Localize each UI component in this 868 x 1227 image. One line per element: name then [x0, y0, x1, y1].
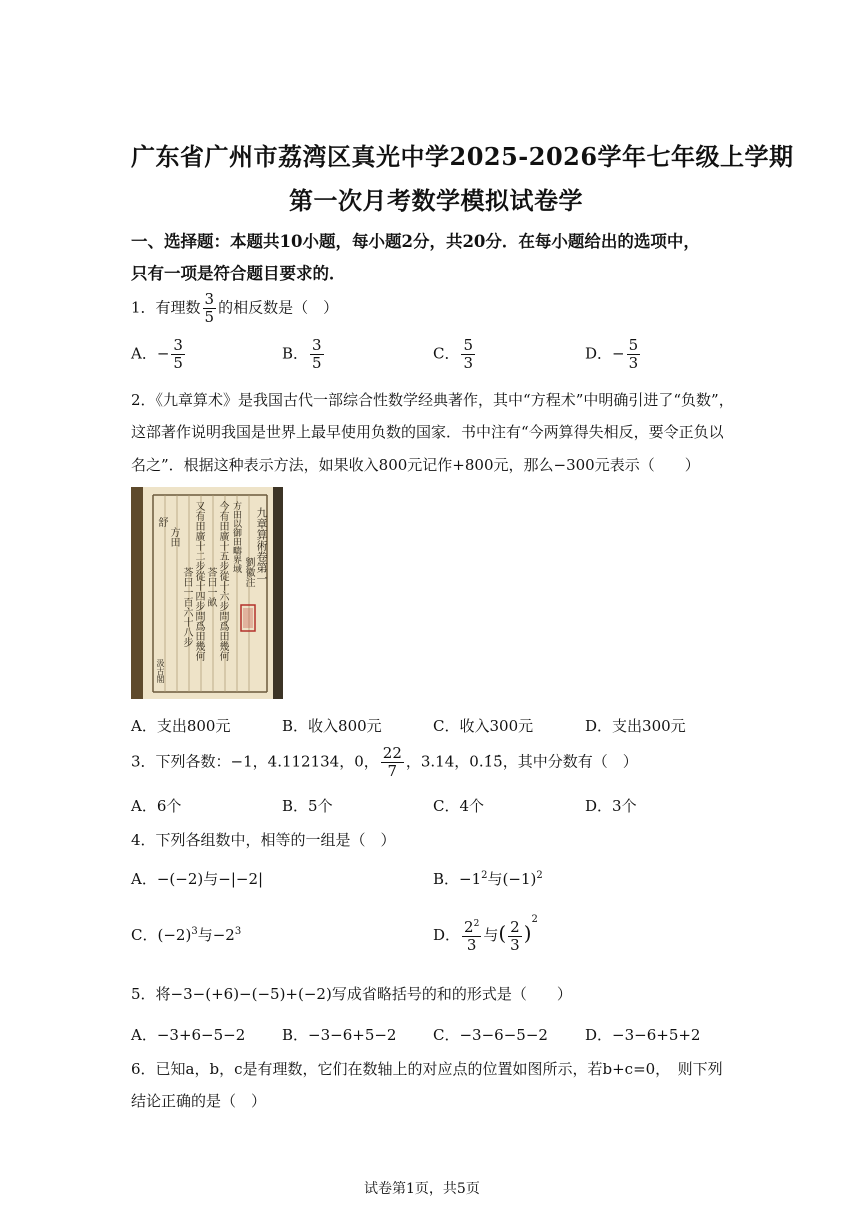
q2-option-d: D．支出300元 — [585, 717, 686, 735]
fraction: $\frac{3}{5}$ — [204, 290, 215, 326]
q1-option-a: A．− $\frac{3}{5}$ — [131, 336, 183, 372]
question-3-stem: 3．下列各数：−1，4.112134，0， $\frac{22}{7}$ ，3.14，0.1̇5̇，其中分数有（ ） — [131, 744, 638, 780]
repeating-decimal: 0.1̇5̇ — [469, 752, 503, 771]
question-5-stem: 5．将−3−(+6)−(−5)+(−2)写成省略括号的和的形式是（ ） — [131, 985, 572, 1003]
q5-option-a: A．−3+6−5−2 — [131, 1026, 246, 1044]
question-2-line-3: 名之”．根据这种表示方法，如果收入800元记作+800元，那么−300元表示（ ） — [131, 456, 700, 474]
photo-text-col-5: 荅曰一畝 — [205, 567, 216, 607]
photo-text-col-10: 汲古閣 — [156, 659, 165, 683]
photo-text-col-4: 今有田廣十五步從十六步問爲田幾何 — [217, 501, 228, 661]
photo-text-col-1: 九章算術卷第一 — [255, 507, 268, 584]
photo-text-col-8: 方田 — [168, 527, 179, 547]
photo-text-col-6: 又有田廣十二步從十四步問爲田幾何 — [193, 501, 204, 661]
q1-option-d: D．− $\frac{5}{3}$ — [585, 336, 639, 372]
q4-option-a: A．−(−2)与−|−2| — [131, 870, 264, 888]
q1-option-b: B． $\frac{3}{5}$ — [282, 336, 322, 372]
q4-option-c: C．$(-2)^3$与$-2^3$ — [131, 926, 242, 944]
q1-option-c: C． $\frac{5}{3}$ — [433, 336, 474, 372]
jiuzhang-suanshu-photo — [131, 487, 283, 699]
q5-option-c: C．−3−6−5−2 — [433, 1026, 548, 1044]
question-6-line-2: 结论正确的是（ ） — [131, 1092, 267, 1110]
title-line-1: 广东省广州市荔湾区真光中学2025-2026学年七年级上学期 — [131, 142, 794, 171]
section-header-line-1: 一、选择题：本题共10小题，每小题2分，共20分．在每小题给出的选项中， — [131, 232, 700, 251]
section-header-line-2: 只有一项是符合题目要求的． — [131, 264, 346, 283]
q2-option-c: C．收入300元 — [433, 717, 534, 735]
q3-option-c: C．4个 — [433, 797, 485, 815]
page-footer: 试卷第1页，共5页 — [364, 1181, 480, 1197]
photo-text-col-2: 劉徽注 — [243, 557, 254, 587]
question-6-line-1: 6．已知a，b，c是有理数，它们在数轴上的对应点的位置如图所示，若b+c=0， 则下列 — [131, 1060, 723, 1078]
q2-option-b: B．收入800元 — [282, 717, 382, 735]
q3-option-a: A．6个 — [131, 797, 182, 815]
photo-text-col-9: 舒 — [156, 517, 167, 527]
q3-option-b: B．5个 — [282, 797, 333, 815]
photo-text-col-3: 方田以御田疇界域 — [231, 501, 241, 573]
q5-option-d: D．−3−6+5+2 — [585, 1026, 701, 1044]
q4-option-d: D． $\frac{2^2}{3}$ 与( $\frac{2}{3}$ )$^2$ — [433, 914, 538, 954]
question-4-stem: 4．下列各组数中，相等的一组是（ ） — [131, 831, 396, 849]
q3-option-d: D．3个 — [585, 797, 637, 815]
q2-option-a: A．支出800元 — [131, 717, 231, 735]
question-2-line-1: 2．《九章算术》是我国古代一部综合性数学经典著作，其中“方程术”中明确引进了“负数”， — [131, 391, 734, 409]
q5-option-b: B．−3−6+5−2 — [282, 1026, 397, 1044]
photo-text-col-7: 荅曰一百六十八步 — [181, 567, 192, 647]
q4-option-b: B．$-1^2$与$(-1)^2$ — [433, 870, 543, 888]
title-line-2: 第一次月考数学模拟试卷学 — [289, 186, 583, 215]
question-2-line-2: 这部著作说明我国是世界上最早使用负数的国家．书中注有“今两算得失相反，要令正负以 — [131, 423, 724, 441]
question-1-stem: 1．有理数 $\frac{3}{5}$ 的相反数是（ ） — [131, 290, 339, 326]
